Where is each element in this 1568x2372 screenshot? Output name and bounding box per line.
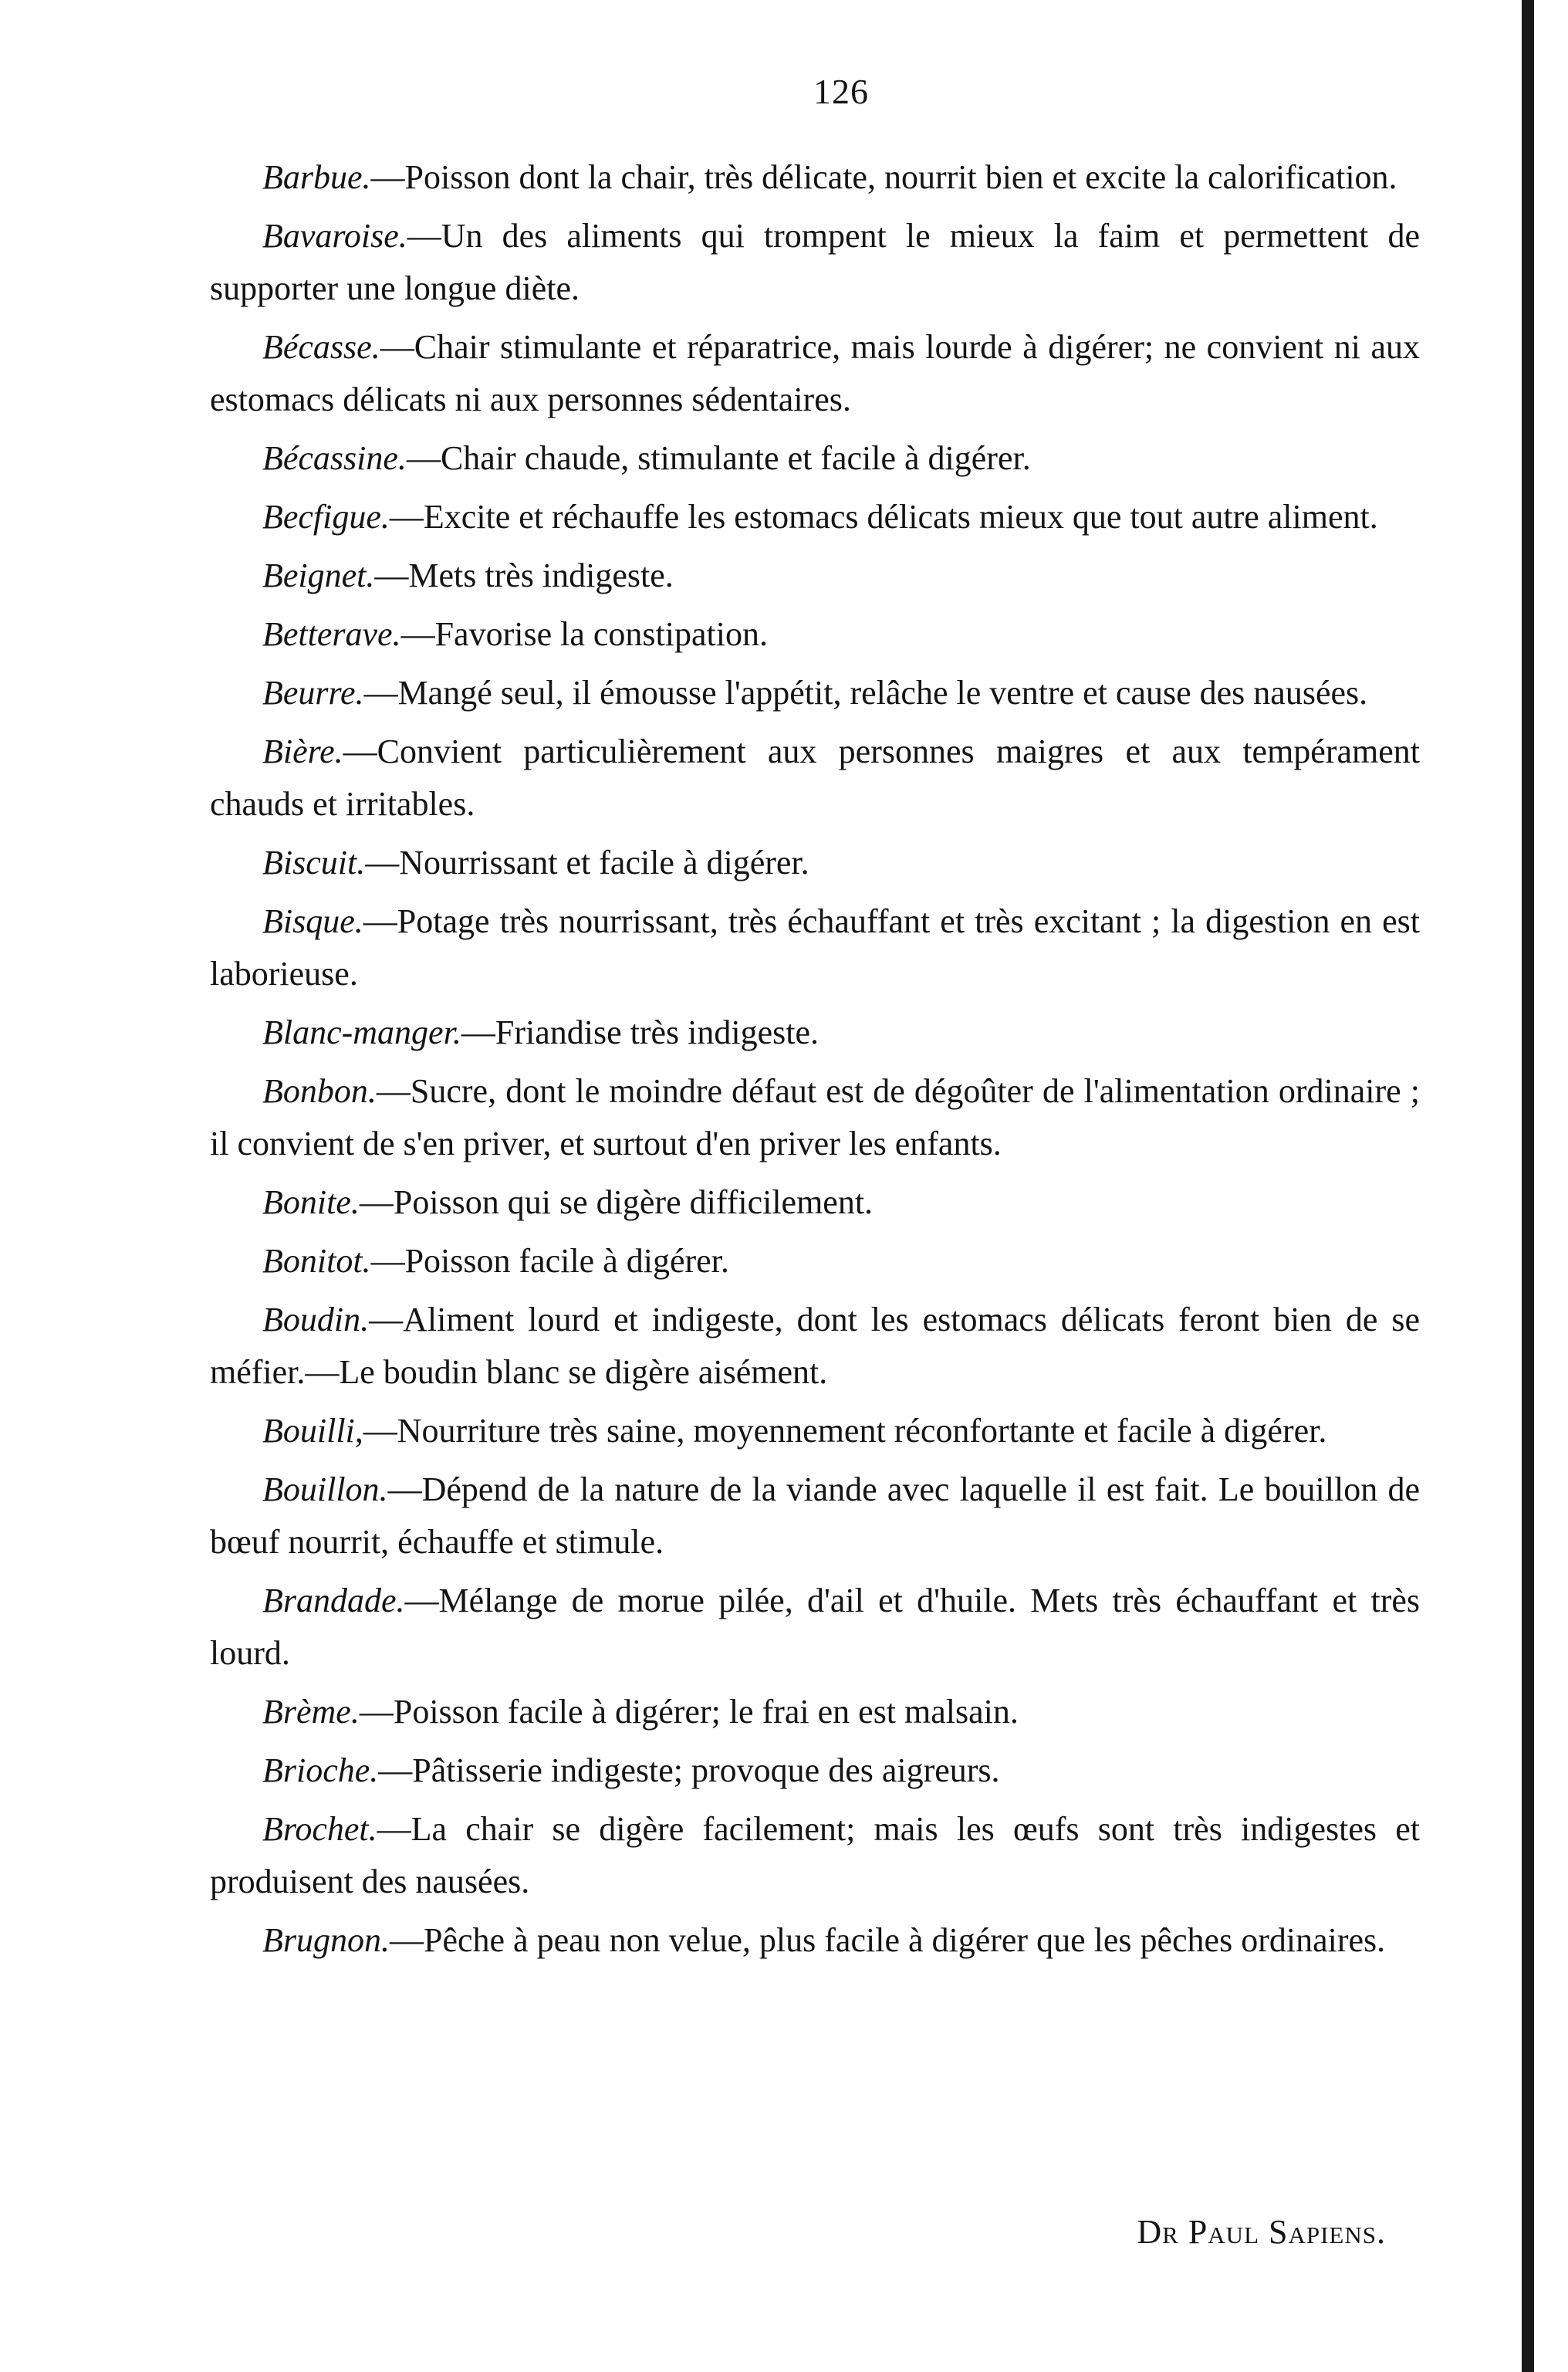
entry-text: —Friandise très indigeste. [461, 1013, 819, 1051]
entry [210, 895, 1420, 1000]
entry-term: Beignet. [262, 557, 375, 594]
entry [210, 550, 1420, 602]
entry-term: Bonite. [262, 1183, 360, 1221]
entry-text: —Chair chaude, stimulante et facile à digérer. [406, 439, 1031, 477]
entry-term: Bière. [262, 733, 343, 770]
entry-text: —Nourriture très saine, moyennement réconfortante et facile à digérer. [363, 1412, 1327, 1450]
entry-term: Bouilli, [262, 1412, 363, 1450]
entry-term: Brioche. [262, 1751, 379, 1789]
entry-text: —Potage très nourrissant, très échauffant et très excitant ; la digestion en est laborieuse. [210, 902, 1420, 993]
entry-text: —Poisson facile à digérer. [370, 1242, 729, 1280]
entry-term: Bécassine. [262, 439, 407, 477]
scan-edge-bar [1522, 0, 1534, 2372]
entry-term: Boudin. [262, 1301, 370, 1338]
entry [210, 1744, 1420, 1797]
entry-term: Bécasse. [262, 328, 380, 366]
entry [210, 1007, 1420, 1059]
entry-text: —Un des aliments qui trompent le mieux la faim et permettent de supporter une longue diète. [210, 217, 1420, 307]
entry [210, 1575, 1420, 1680]
entry [210, 1065, 1420, 1170]
entry-text: —Convient particulièrement aux personnes maigres et aux tempérament chauds et irritables. [210, 733, 1420, 823]
entry [210, 1235, 1420, 1288]
entry-text: —Poisson qui se digère difficilement. [359, 1183, 874, 1221]
entry-text: —Pêche à peau non velue, plus facile à digérer que les pêches ordinaires. [390, 1921, 1386, 1959]
entry [210, 321, 1420, 426]
entry-term: Bonbon. [262, 1072, 377, 1110]
page-number: 126 [813, 72, 869, 111]
entry-term: Bisque. [262, 902, 363, 940]
entry [210, 432, 1420, 485]
entry-term: Brochet. [262, 1810, 377, 1848]
entry-text: —La chair se digère facilement; mais les œufs sont très indigestes et produisent des nausées. [210, 1810, 1420, 1900]
entry-text: —Pâtisserie indigeste; provoque des aigreurs. [378, 1751, 1000, 1789]
entry-term: Brandade. [262, 1582, 405, 1619]
entry-term: Brugnon. [262, 1921, 390, 1959]
entry-term: Bonitot. [262, 1242, 371, 1280]
entry [210, 608, 1420, 661]
entry-text: —Mets très indigeste. [374, 557, 674, 594]
entry-text: —Poisson facile à digérer; le frai en est malsain. [359, 1693, 1019, 1731]
entry [210, 1463, 1420, 1568]
entry-term: Beurre. [262, 674, 364, 712]
entry-term: Barbue. [262, 158, 371, 196]
entry-text: —Dépend de la nature de la viande avec laquelle il est fait. Le bouillon de bœuf nourrit, échauffe et stimule. [210, 1470, 1420, 1561]
entry-text: —Aliment lourd et indigeste, dont les estomacs délicats feront bien de se méfier.—Le boudin blanc se digère aisément. [210, 1301, 1420, 1391]
entry-term: Brème. [262, 1693, 360, 1731]
entry-term: Becfigue. [262, 498, 390, 536]
entry-text: —Nourrissant et facile à digérer. [365, 844, 809, 881]
entry [210, 1176, 1420, 1229]
dictionary-entries [210, 151, 1420, 1973]
entry-term: Blanc-manger. [262, 1013, 461, 1051]
entry [210, 210, 1420, 315]
entry [210, 491, 1420, 543]
entry [210, 151, 1420, 204]
entry-text: —Mélange de morue pilée, d'ail et d'huile. Mets très échauffant et très lourd. [210, 1582, 1420, 1672]
entry-text: —Favorise la constipation. [400, 615, 768, 653]
entry-term: Betterave. [262, 615, 401, 653]
author-signature: Dr Paul Sapiens. [1137, 2213, 1386, 2251]
entry [210, 1803, 1420, 1908]
entry-term: Bouillon. [262, 1470, 388, 1508]
entry [210, 726, 1420, 831]
entry-text: —Mangé seul, il émousse l'appétit, relâche le ventre et cause des nausées. [363, 674, 1368, 712]
entry-text: —Chair stimulante et réparatrice, mais lourde à digérer; ne convient ni aux estomacs délicats ni aux personnes sédentaires. [210, 328, 1420, 418]
entry-term: Biscuit. [262, 844, 366, 881]
entry [210, 1405, 1420, 1457]
entry-text: —Excite et réchauffe les estomacs délicats mieux que tout autre aliment. [389, 498, 1378, 536]
entry-term: Bavaroise. [262, 217, 407, 255]
entry [210, 1686, 1420, 1738]
entry [210, 1914, 1420, 1967]
entry [210, 1294, 1420, 1399]
entry-text: —Poisson dont la chair, très délicate, nourrit bien et excite la calorification. [370, 158, 1397, 196]
entry [210, 667, 1420, 719]
entry-text: —Sucre, dont le moindre défaut est de dégoûter de l'alimentation ordinaire ; il convient de s'en priver, et surtout d'en priver les enfants. [210, 1072, 1420, 1162]
entry [210, 837, 1420, 889]
